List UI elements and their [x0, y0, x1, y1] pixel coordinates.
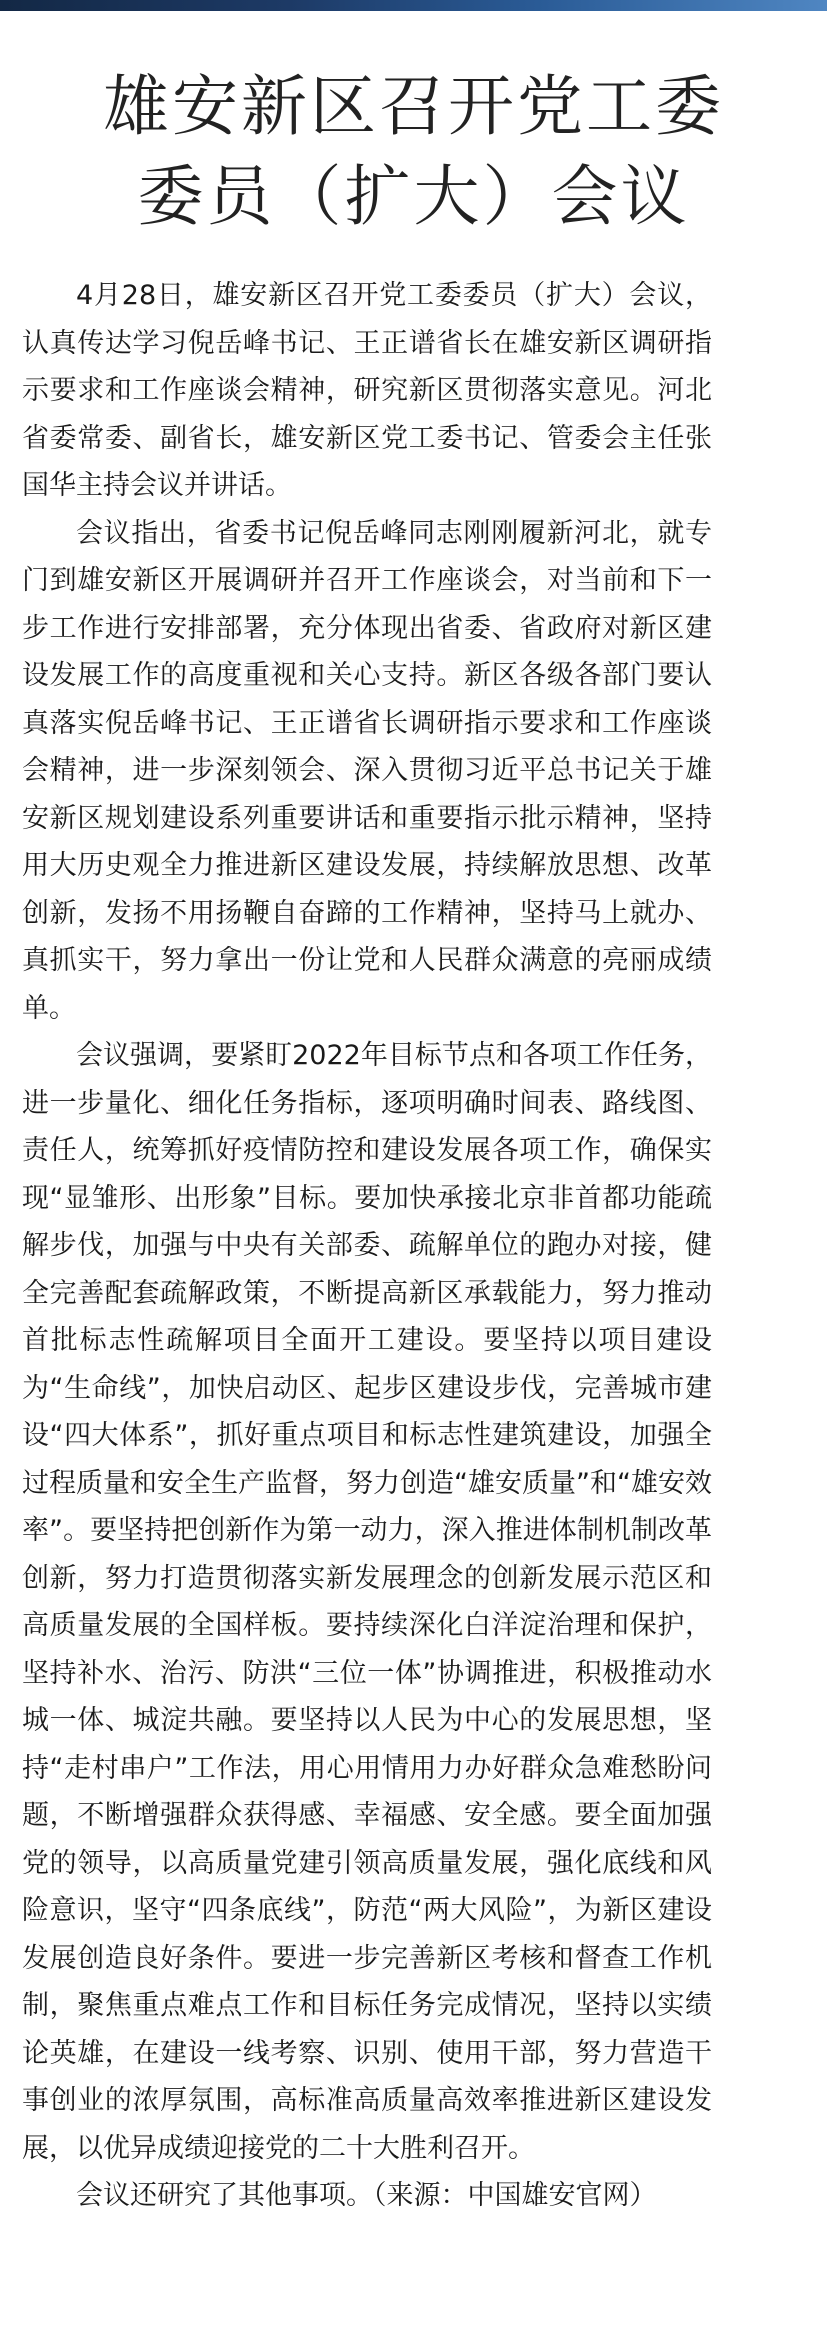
article-paragraph-2: 会议指出，省委书记倪岳峰同志刚刚履新河北，就专门到雄安新区开展调研并召开工作座谈会，对当前和下一步工作进行安排部署，充分体现出省委、省政府对新区建设发展工作的高度重视和关心支持。新区各级各部门要认真落实倪岳峰书记、王正谱省长调研指示要求和工作座谈会精神，进一步深刻领会、深入贯彻习近平总书记关于雄安新区规划建设系列重要讲话和重要指示批示精神，坚持用大历史观全力推进新区建设发展，持续解放思想、改革创新，发扬不用扬鞭自奋蹄的工作精神，坚持马上就办、真抓实干，努力拿出一份让党和人民群众满意的亮丽成绩单。	[22, 517, 712, 1024]
article-body	[22, 272, 712, 2220]
article-title	[0, 62, 827, 242]
article-paragraph-3: 会议强调，要紧盯2022年目标节点和各项工作任务，进一步量化、细化任务指标，逐项明确时间表、路线图、责任人，统筹抓好疫情防控和建设发展各项工作，确保实现“显雏形、出形象”目标。要加快承接北京非首都功能疏解步伐，加强与中央有关部委、疏解单位的跑办对接，健全完善配套疏解政策，不断提高新区承载能力，努力推动首批标志性疏解项目全面开工建设。要坚持以项目建设为“生命线”，加快启动区、起步区建设步伐，完善城市建设“四大体系”，抓好重点项目和标志性建筑建设，加强全过程质量和安全生产监督，努力创造“雄安质量”和“雄安效率”。要坚持把创新作为第一动力，深入推进体制机制改革创新，努力打造贯彻落实新发展理念的创新发展示范区和高质量发展的全国样板。要持续深化白洋淀治理和保护，坚持补水、治污、防洪“三位一体”协调推进，积极推动水城一体、城淀共融。要坚持以人民为中心的发展思想，坚持“走村串户”工作法，用心用情用力办好群众急难愁盼问题，不断增强群众获得感、幸福感、安全感。要全面加强党的领导，以高质量党建引领高质量发展，强化底线和风险意识，坚守“四条底线”，防范“两大风险”，为新区建设发展创造良好条件。要进一步完善新区考核和督查工作机制，聚焦重点难点工作和目标任务完成情况，坚持以实绩论英雄，在建设一线考察、识别、使用干部，努力营造干事创业的浓厚氛围，高标准高质量高效率推进新区建设发展，以优异成绩迎接党的二十大胜利召开。	[22, 1040, 712, 2164]
top-banner-bar	[0, 0, 827, 11]
title-line-1: 雄安新区召开党工委	[103, 68, 724, 145]
article-paragraph-4: 会议还研究了其他事项。（来源：中国雄安官网）	[76, 2180, 657, 2211]
article-paragraph-1: 4月28日，雄安新区召开党工委委员（扩大）会议，认真传达学习倪岳峰书记、王正谱省长在雄安新区调研指示要求和工作座谈会精神，研究新区贯彻落实意见。河北省委常委、副省长，雄安新区党工委书记、管委会主任张国华主持会议并讲话。	[22, 280, 712, 501]
title-line-2: 委员（扩大）会议	[137, 158, 690, 235]
